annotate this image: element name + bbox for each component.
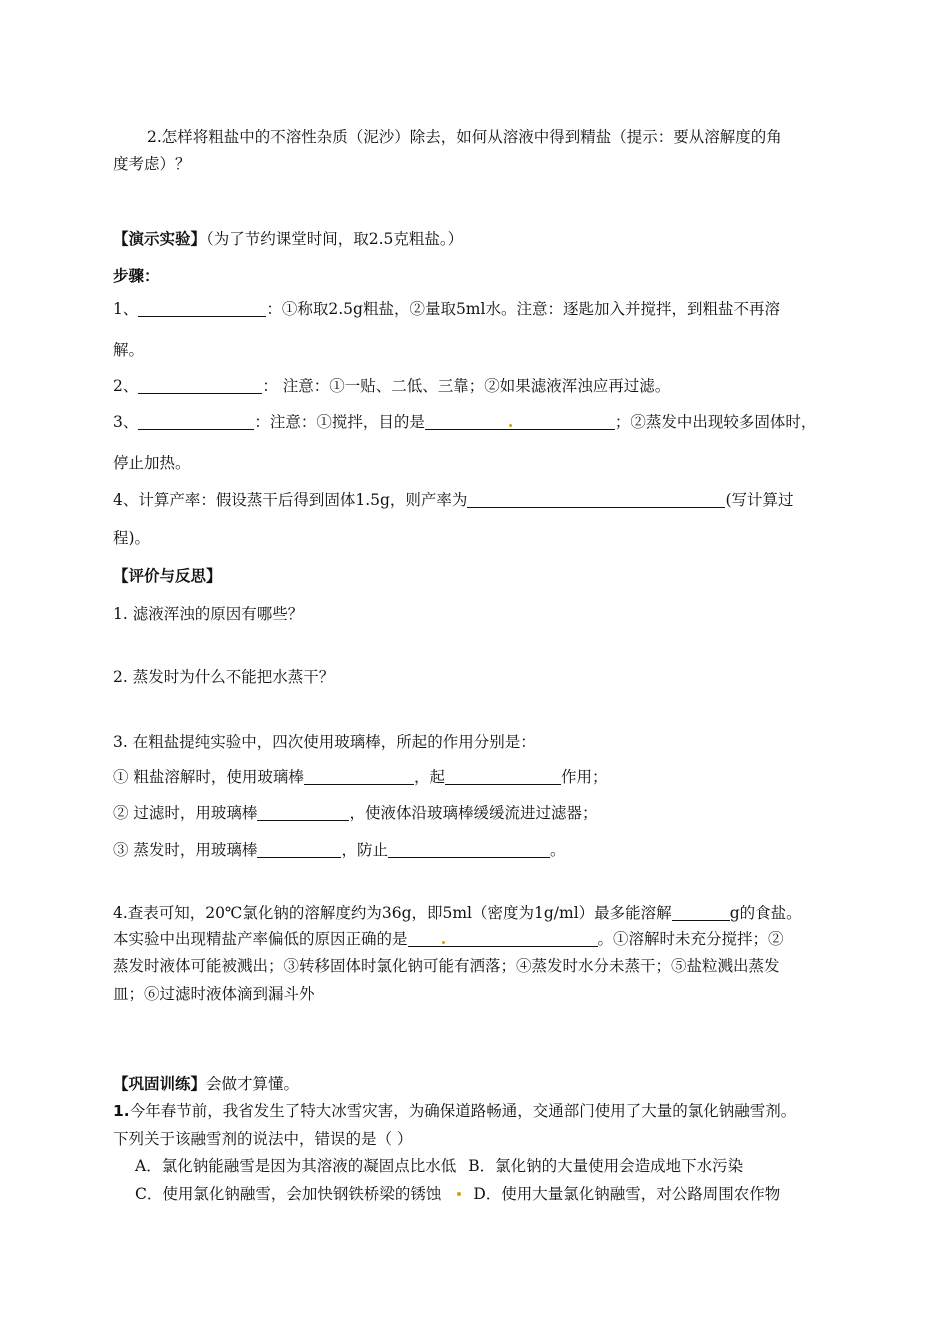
step-3-continued: 停止加热。	[113, 454, 191, 472]
practice-title: 【巩固训练】	[113, 1075, 207, 1093]
q3b-text-1: ② 过滤时，用玻璃棒	[113, 804, 258, 822]
demo-heading	[113, 228, 463, 250]
q3b-blank[interactable]	[257, 804, 349, 821]
step-2-text: ： 注意：①一贴、二低、三靠；②如果滤液浑浊应再过滤。	[262, 377, 671, 395]
practice-subtitle: 会做才算懂。	[206, 1075, 300, 1093]
reflect-q3-a	[113, 766, 607, 788]
reflect-q4-line-2	[113, 928, 784, 950]
practice-q1-line-1	[113, 1100, 796, 1122]
demo-title: 【演示实验】	[113, 230, 207, 248]
q3c-text-3: 。	[549, 841, 566, 859]
q3c-blank-1[interactable]	[257, 841, 341, 858]
question-2-line-1: 2.怎样将粗盐中的不溶性杂质（泥沙）除去，如何从溶液中得到精盐（提示：要从溶解度的角	[147, 128, 782, 146]
q3c-blank-2[interactable]	[388, 841, 550, 858]
reflect-q1: 1. 滤液浑浊的原因有哪些？	[113, 605, 304, 623]
reflect-q4-line-4: 皿；⑥过滤时液体滴到漏斗外	[113, 985, 315, 1003]
dot-mark	[442, 941, 445, 944]
step-1-blank[interactable]	[138, 300, 266, 317]
step-4	[113, 489, 794, 511]
step-1-text: ：①称取2.5g粗盐，②量取5ml水。注意：逐匙加入并搅拌，到粗盐不再溶	[266, 300, 780, 318]
reflect-title: 【评价与反思】	[113, 567, 222, 585]
options-row-1	[135, 1155, 743, 1177]
step-4-yield-blank[interactable]	[467, 491, 725, 508]
step-2-blank[interactable]	[138, 377, 262, 394]
option-b[interactable]: B．氯化钠的大量使用会造成地下水污染	[468, 1157, 744, 1175]
q3a-blank-1[interactable]	[304, 768, 414, 785]
step-3-blank[interactable]	[138, 413, 254, 430]
option-a[interactable]: A．氯化钠能融雪是因为其溶液的凝固点比水低	[135, 1157, 457, 1175]
step-3-text-a: ：注意：①搅拌，目的是	[254, 413, 425, 431]
step-2	[113, 375, 670, 397]
q4-text-2a: 本实验中出现精盐产率偏低的原因正确的是	[113, 930, 408, 948]
option-d[interactable]: D．使用大量氯化钠融雪，对公路周围农作物	[473, 1185, 781, 1203]
q4-grams-blank[interactable]	[672, 904, 730, 921]
question-2-line-2: 度考虑）？	[113, 155, 191, 173]
q3c-text-1: ③ 蒸发时，用玻璃棒	[113, 841, 258, 859]
demo-note: （为了节约课堂时间，取2.5克粗盐。）	[206, 230, 464, 248]
practice-q1-number: 1.	[113, 1102, 130, 1120]
step-1-continued: 解。	[113, 341, 145, 359]
q3c-text-2: ，防止	[341, 841, 388, 859]
practice-q1-text: 今年春节前，我省发生了特大冰雪灾害，为确保道路畅通，交通部门使用了大量的氯化钠融雪剂。	[129, 1102, 797, 1120]
steps-label: 步骤：	[113, 267, 160, 285]
option-c[interactable]: C．使用氯化钠融雪，会加快钢铁桥梁的锈蚀	[135, 1185, 442, 1203]
step-3-text-b: ；②蒸发中出现较多固体时，	[614, 413, 817, 431]
reflect-q4-line-1	[113, 902, 802, 924]
q3b-text-2: ，使液体沿玻璃棒缓缓流进过滤器；	[349, 804, 598, 822]
dot-mark	[509, 424, 512, 427]
step-4-tail: (写计算过	[725, 491, 794, 509]
q4-text-2b: 。①溶解时未充分搅拌；②	[597, 930, 784, 948]
q3a-text-3: 作用；	[560, 768, 608, 786]
step-4-text: 4、计算产率：假设蒸干后得到固体1.5g，则产率为	[113, 491, 468, 509]
practice-q1-line-2: 下列关于该融雪剂的说法中，错误的是（ ）	[113, 1130, 413, 1148]
reflect-q3: 3. 在粗盐提纯实验中，四次使用玻璃棒，所起的作用分别是：	[113, 733, 536, 751]
reflect-q3-c	[113, 839, 565, 861]
step-3	[113, 411, 816, 433]
step-3-purpose-blank[interactable]	[425, 413, 615, 430]
practice-heading	[113, 1073, 299, 1095]
step-1	[113, 298, 780, 320]
reflect-q3-b	[113, 802, 597, 824]
q4-text-1b: g的食盐。	[729, 904, 802, 922]
q3a-text-1: ① 粗盐溶解时，使用玻璃棒	[113, 768, 304, 786]
reflect-q4-line-3: 蒸发时液体可能被溅出；③转移固体时氯化钠可能有洒落；④蒸发时水分未蒸干；⑤盐粒溅出蒸发	[113, 957, 780, 975]
q4-reason-blank[interactable]	[408, 930, 598, 947]
reflect-q2: 2. 蒸发时为什么不能把水蒸干？	[113, 668, 335, 686]
step-2-number: 2、	[113, 377, 139, 395]
step-3-number: 3、	[113, 413, 139, 431]
step-4-continued: 程)。	[113, 529, 151, 547]
step-1-number: 1、	[113, 300, 139, 318]
q3a-text-2: ，起	[413, 768, 445, 786]
dot-mark	[457, 1192, 461, 1196]
options-row-2	[135, 1183, 780, 1205]
q3a-blank-2[interactable]	[445, 768, 561, 785]
q4-text-1a: 4.查表可知，20℃氯化钠的溶解度约为36g，即5ml（密度为1g/ml）最多能溶解	[113, 904, 672, 922]
